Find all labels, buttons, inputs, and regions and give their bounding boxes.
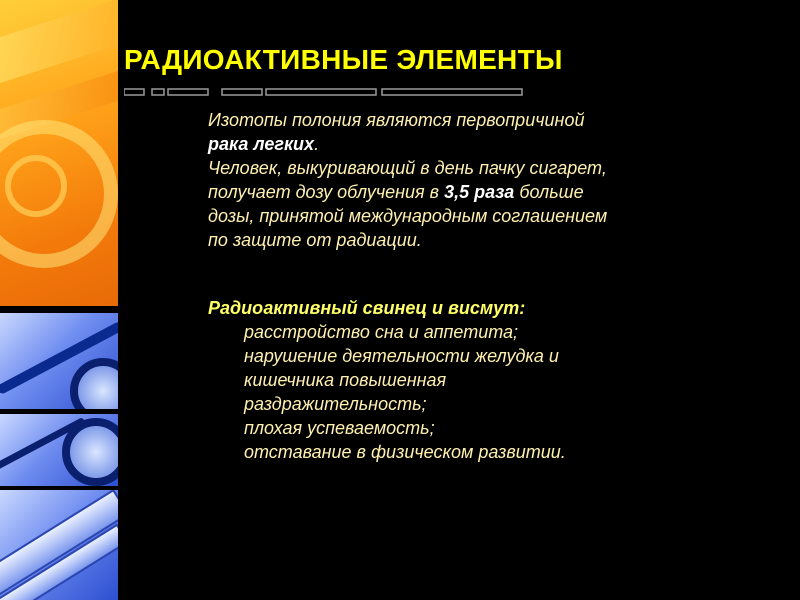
- list-item: отставание в физическом развитии.: [244, 442, 566, 462]
- paragraph-lead-bismuth: [208, 296, 768, 464]
- list-item: нарушение деятельности желудка и: [244, 346, 559, 366]
- p1-line4-post: больше: [514, 182, 584, 202]
- medical-instruments-orange-image: [0, 0, 118, 306]
- p1-line3: Человек, выкуривающий в день пачку сигарет,: [208, 158, 607, 178]
- list-item: плохая успеваемость;: [244, 418, 435, 438]
- p1-line4-pre: получает дозу облучения в: [208, 182, 445, 202]
- p2-heading: Радиоактивный свинец и висмут:: [208, 298, 526, 318]
- screwdriver-blue-image: [0, 313, 118, 409]
- p1-line6: по защите от радиации.: [208, 230, 422, 250]
- decorative-image-strip: [0, 0, 118, 600]
- p1-line5: дозы, принятой международным соглашением: [208, 206, 608, 226]
- slide-title: РАДИОАКТИВНЫЕ ЭЛЕМЕНТЫ: [124, 44, 563, 75]
- syringe-blue-image: [0, 490, 118, 600]
- slide-body: [208, 108, 768, 464]
- title-decorative-underline: [124, 86, 534, 98]
- p1-line2-tail: .: [314, 134, 320, 154]
- effects-list: [208, 320, 768, 464]
- p1-bold-multiplier: 3,5 раза: [444, 182, 515, 202]
- stethoscope-blue-image: [0, 414, 118, 486]
- list-item: раздражительность;: [244, 394, 427, 414]
- list-item: кишечника повышенная: [244, 370, 447, 390]
- p1-bold-lung-cancer: рака легких: [208, 134, 315, 154]
- list-item: расстройство сна и аппетита;: [244, 322, 519, 342]
- p1-line1: Изотопы полония являются первопричиной: [208, 110, 585, 130]
- paragraph-polonium: [208, 108, 768, 252]
